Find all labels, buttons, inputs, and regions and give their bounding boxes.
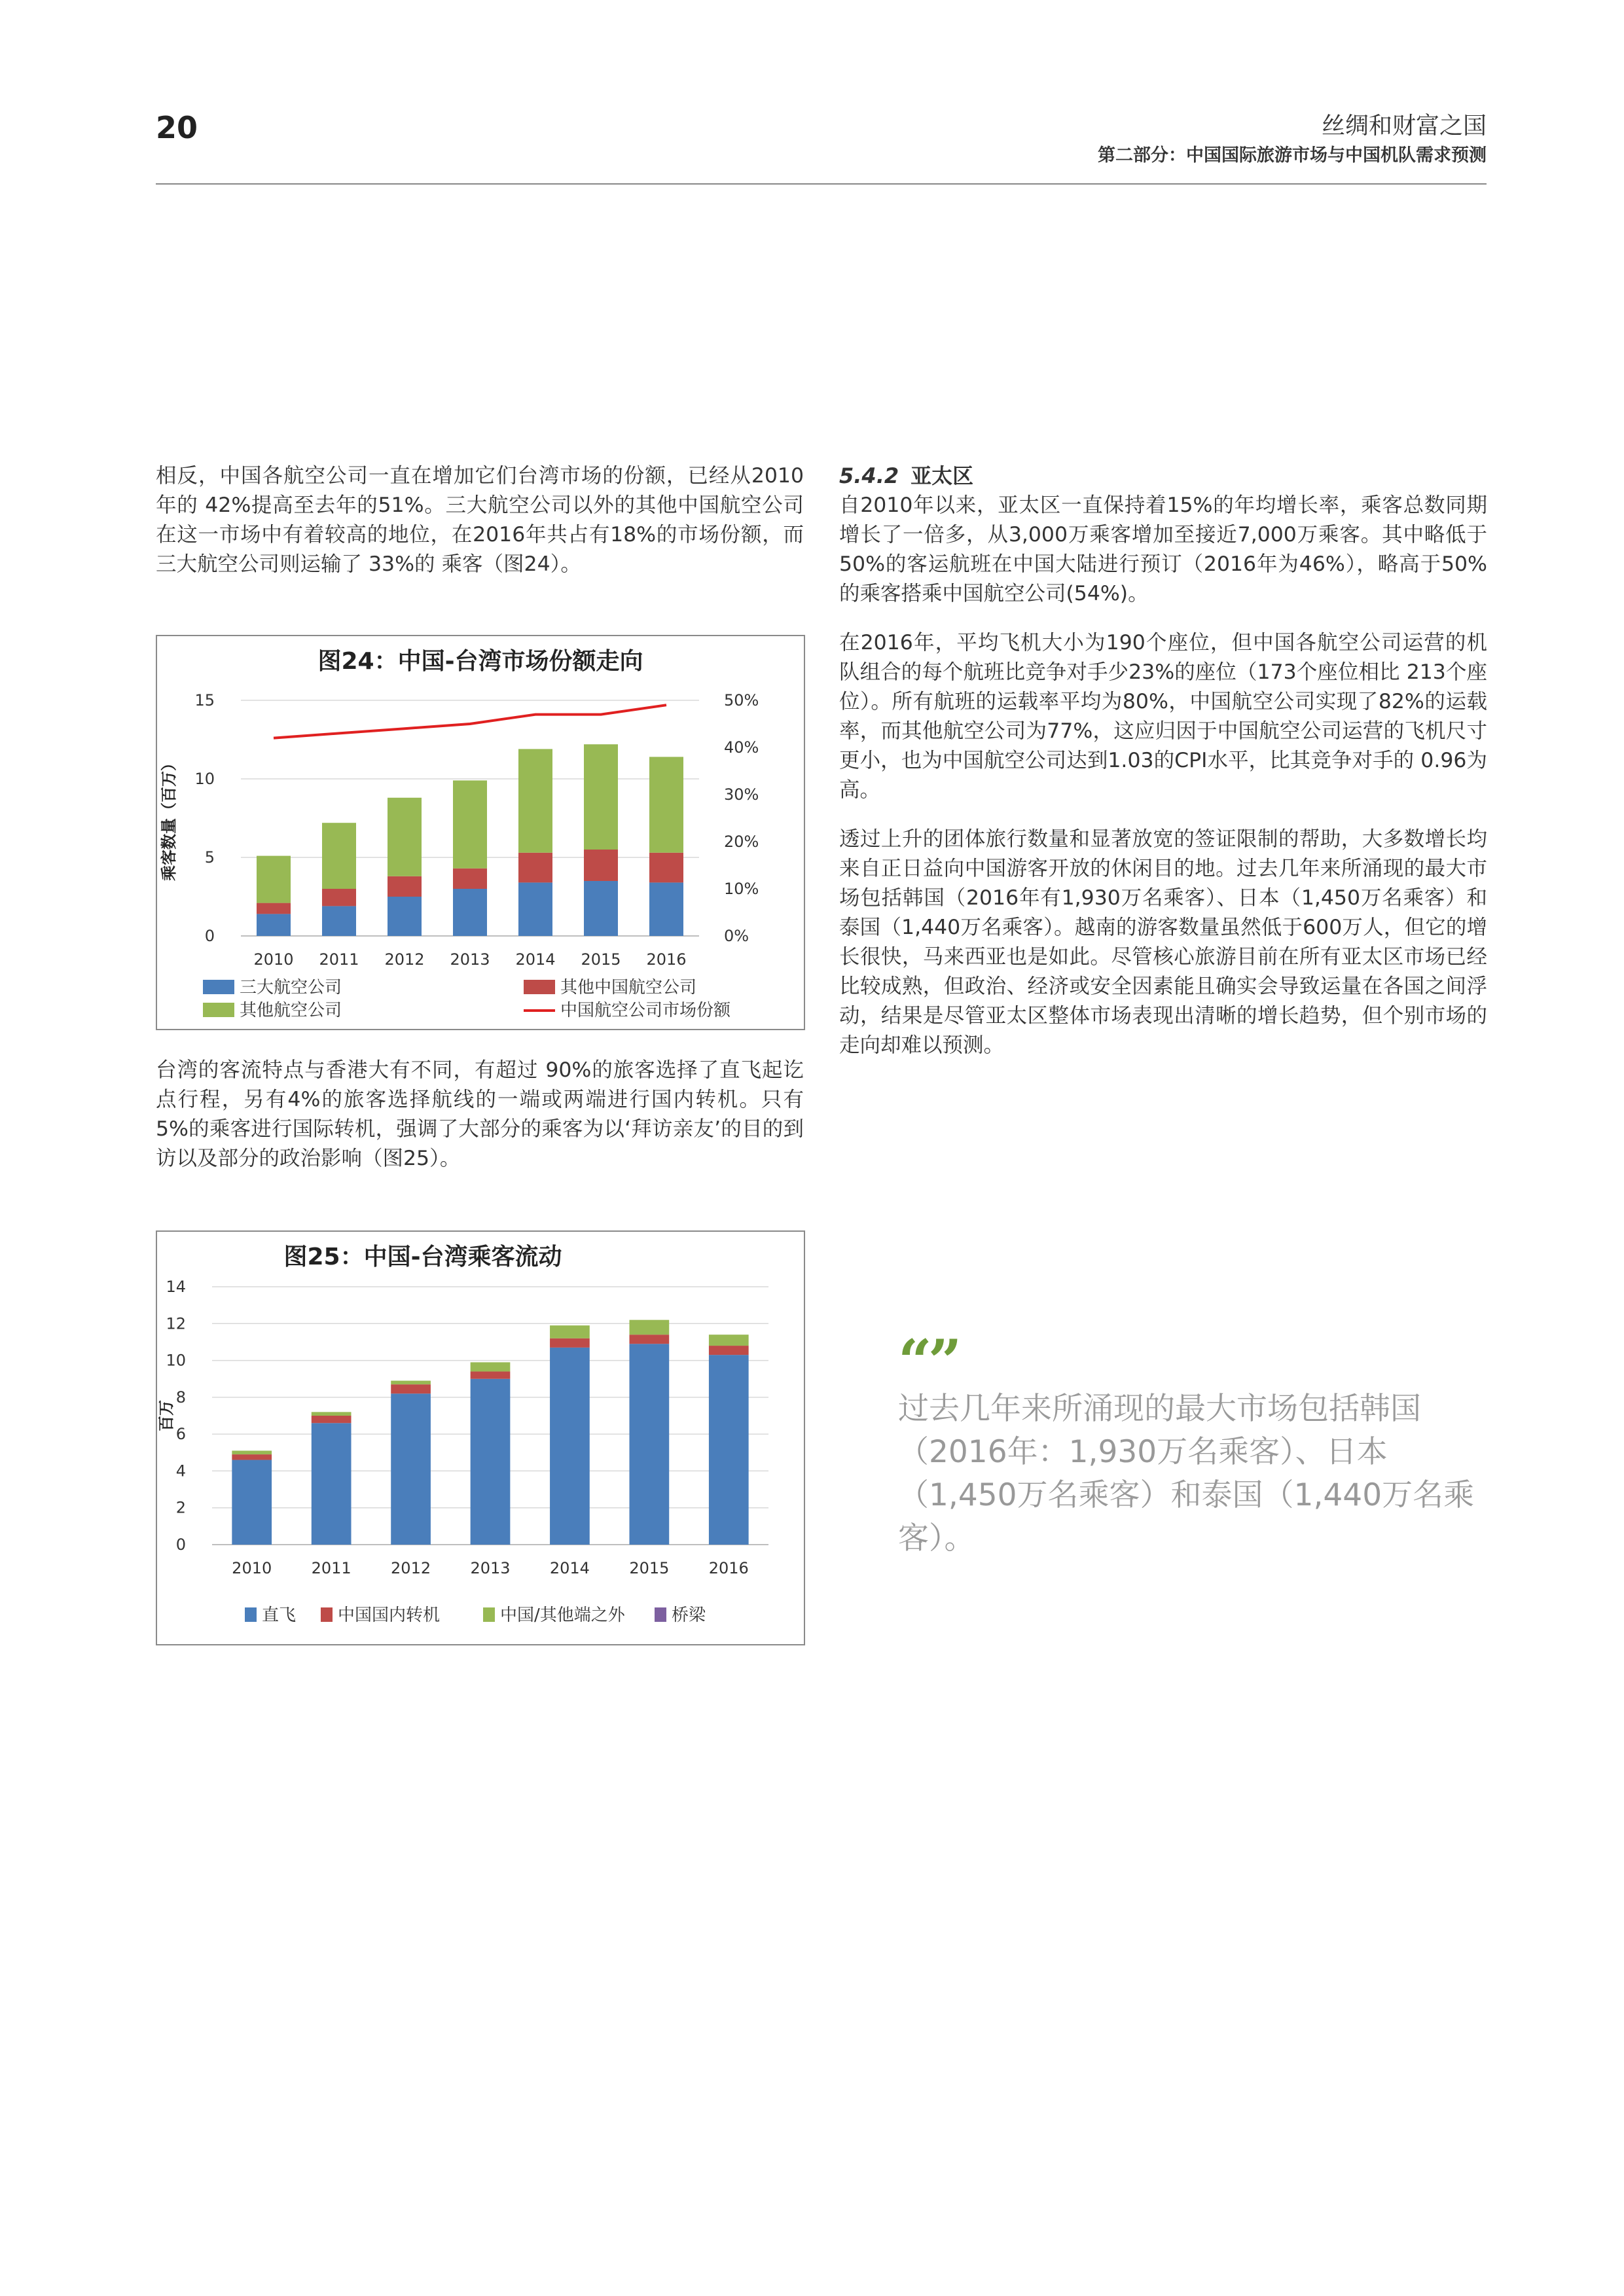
- y2-tick-label: 30%: [724, 785, 759, 804]
- left-column: [156, 461, 804, 579]
- bar-segment: [322, 906, 356, 936]
- bar-segment: [630, 1320, 670, 1335]
- y-tick-label: 6: [175, 1425, 186, 1444]
- bar-segment: [312, 1416, 352, 1423]
- y-tick-label: 4: [175, 1462, 186, 1480]
- y2-tick-label: 40%: [724, 738, 759, 757]
- x-tick-label: 2012: [391, 1559, 431, 1577]
- bar-segment: [312, 1412, 352, 1416]
- bar-segment: [630, 1335, 670, 1344]
- x-tick-label: 2013: [450, 950, 490, 969]
- body-paragraph: 透过上升的团体旅行数量和显著放宽的签证限制的帮助，大多数增长均来自正日益向中国游客开放的休闲目的地。过去几年来所涌现的最大市场包括韩国（2016年有1,930万名乘客）、日本（1,450万名乘客）和泰国（1,440万名乘客）。越南的游客数量虽然低于600万人，但它的增长很快，马来西亚也是如此。尽管核心旅游目前在所有亚太区市场已经比较成熟，但政治、经济或安全因素能且确实会导致运量在各国之间浮动，结果是尽管亚太区整体市场表现出清晰的增长趋势，但个别市场的走向却难以预测。: [839, 827, 1487, 1057]
- bar-segment: [471, 1362, 511, 1371]
- x-tick-label: 2015: [581, 950, 621, 969]
- x-tick-label: 2010: [232, 1559, 272, 1577]
- bar-segment: [322, 889, 356, 906]
- right-column: [839, 461, 1487, 1060]
- chart-title: 图25：中国-台湾乘客流动: [283, 1244, 562, 1270]
- legend-label: 中国/其他端之外: [500, 1605, 625, 1625]
- legend-swatch: [483, 1607, 495, 1622]
- bar-segment: [312, 1423, 352, 1545]
- bar-segment: [453, 889, 487, 936]
- bar-segment: [388, 897, 422, 936]
- bar-segment: [518, 882, 552, 936]
- y-tick-label: 2: [175, 1498, 186, 1517]
- bar-segment: [709, 1346, 749, 1355]
- y-tick-label: 5: [204, 848, 215, 867]
- bar-segment: [630, 1344, 670, 1545]
- y2-tick-label: 50%: [724, 691, 759, 709]
- y-tick-label: 10: [194, 770, 215, 788]
- x-tick-label: 2012: [384, 950, 425, 969]
- bar-segment: [550, 1348, 590, 1545]
- bar-segment: [232, 1460, 272, 1545]
- page-number: 20: [156, 110, 198, 145]
- x-tick-label: 2014: [515, 950, 556, 969]
- bar-segment: [232, 1454, 272, 1460]
- bar-segment: [471, 1371, 511, 1378]
- legend-swatch: [524, 980, 555, 994]
- bar-segment: [453, 780, 487, 868]
- body-paragraph: 在2016年，平均飞机大小为190个座位，但中国各航空公司运营的机队组合的每个航班比竞争对手少23%的座位（173个座位相比 213个座位）。所有航班的运载率平均为80%，中国航空公司实现了82%的运载率，而其他航空公司为77%，这应归因于中国航空公司运营的飞机尺寸更小，也为中国航空公司达到1.03的CPI水平，比其竞争对手的 0.96为高。: [839, 631, 1487, 802]
- figure-24-chart: [156, 635, 805, 1030]
- left-column-lower: [156, 1056, 804, 1174]
- bar-segment: [257, 903, 291, 914]
- bar-segment: [584, 850, 618, 881]
- legend-label: 三大航空公司: [240, 978, 342, 997]
- bar-segment: [391, 1381, 431, 1385]
- header-divider: [156, 183, 1487, 185]
- y2-tick-label: 10%: [724, 880, 759, 898]
- x-tick-label: 2016: [708, 1559, 749, 1577]
- y-tick-label: 8: [175, 1388, 186, 1407]
- x-tick-label: 2014: [549, 1559, 590, 1577]
- running-header: [1098, 110, 1487, 169]
- bar-segment: [649, 757, 683, 852]
- section-subtitle: 第二部分：中国国际旅游市场与中国机队需求预测: [1098, 145, 1487, 166]
- legend-label: 其他中国航空公司: [560, 978, 697, 997]
- chart-title: 图24：中国-台湾市场份额走向: [317, 648, 643, 675]
- legend-label: 直飞: [262, 1605, 297, 1625]
- y-tick-label: 15: [194, 691, 215, 709]
- bar-segment: [709, 1355, 749, 1545]
- y-tick-label: 12: [166, 1314, 186, 1333]
- x-tick-label: 2016: [646, 950, 687, 969]
- bar-segment: [257, 856, 291, 903]
- bar-segment: [649, 853, 683, 883]
- bar-segment: [471, 1379, 511, 1545]
- bar-segment: [649, 882, 683, 936]
- pull-quote: [898, 1327, 1487, 1560]
- bar-segment: [550, 1325, 590, 1338]
- bar-segment: [232, 1450, 272, 1454]
- legend-swatch: [203, 1003, 234, 1017]
- figure-24-svg: [157, 636, 804, 1029]
- bar-segment: [322, 823, 356, 889]
- bar-segment: [391, 1384, 431, 1393]
- legend-label: 其他航空公司: [240, 1001, 342, 1020]
- y-tick-label: 0: [175, 1535, 186, 1554]
- bar-segment: [391, 1393, 431, 1545]
- body-paragraph: 相反，中国各航空公司一直在增加它们台湾市场的份额，已经从2010年的 42%提高至去年的51%。三大航空公司以外的其他中国航空公司在这一市场中有着较高的地位，在2016年共占有18%的市场份额，而三大航空公司则运输了 33%的 乘客（图24）。: [156, 464, 804, 576]
- figure-25-chart: [156, 1230, 805, 1645]
- document-title: 丝绸和财富之国: [1321, 113, 1487, 139]
- legend-swatch: [321, 1607, 333, 1622]
- y-axis-label: 乘客数量（百万）: [160, 755, 178, 881]
- y-axis-label: 百万: [157, 1400, 175, 1431]
- y-tick-label: 0: [204, 927, 215, 945]
- legend-label: 中国国内转机: [338, 1605, 441, 1625]
- bar-segment: [388, 876, 422, 897]
- market-share-line: [274, 705, 666, 738]
- legend-label: 中国航空公司市场份额: [560, 1001, 731, 1020]
- bar-segment: [518, 853, 552, 883]
- legend-label: 桥梁: [672, 1605, 706, 1625]
- x-tick-label: 2011: [319, 950, 359, 969]
- bar-segment: [584, 744, 618, 850]
- bar-segment: [388, 798, 422, 876]
- bar-segment: [518, 749, 552, 852]
- section-number: 5.4.2: [839, 463, 899, 488]
- legend-swatch: [203, 980, 234, 994]
- figure-25-svg: [157, 1232, 804, 1644]
- body-paragraph: 台湾的客流特点与香港大有不同，有超过 90%的旅客选择了直飞起讫点行程，另有4%的旅客选择航线的一端或两端进行国内转机。只有 5%的乘客进行国际转机，强调了大部分的乘客为以‘拜访亲友’的目的到访以及部分的政治影响（图25）。: [156, 1058, 804, 1170]
- y-tick-label: 10: [166, 1351, 186, 1370]
- body-paragraph: 自2010年以来，亚太区一直保持着15%的年均增长率，乘客总数同期增长了一倍多，从3,000万乘客增加至接近7,000万乘客。其中略低于50%的客运航班在中国大陆进行预订（2016年为46%），略高于50%的乘客搭乘中国航空公司(54%)。: [839, 493, 1487, 605]
- legend-swatch: [245, 1607, 257, 1622]
- y2-tick-label: 0%: [724, 927, 749, 945]
- bar-segment: [584, 881, 618, 936]
- x-tick-label: 2011: [311, 1559, 352, 1577]
- x-tick-label: 2010: [253, 950, 294, 969]
- bar-segment: [257, 914, 291, 936]
- bar-segment: [453, 869, 487, 889]
- bar-segment: [550, 1338, 590, 1348]
- legend-swatch: [655, 1607, 666, 1622]
- y2-tick-label: 20%: [724, 833, 759, 851]
- x-tick-label: 2013: [470, 1559, 511, 1577]
- section-title: 亚太区: [911, 463, 974, 488]
- section-heading: [839, 461, 1487, 491]
- y-tick-label: 14: [166, 1278, 186, 1296]
- pull-quote-text: 过去几年来所涌现的最大市场包括韩国（2016年：1,930万名乘客）、日本（1,450万名乘客）和泰国（1,440万名乘客）。: [898, 1391, 1475, 1556]
- x-tick-label: 2015: [629, 1559, 670, 1577]
- quote-mark-icon: “”: [898, 1327, 958, 1396]
- bar-segment: [709, 1335, 749, 1346]
